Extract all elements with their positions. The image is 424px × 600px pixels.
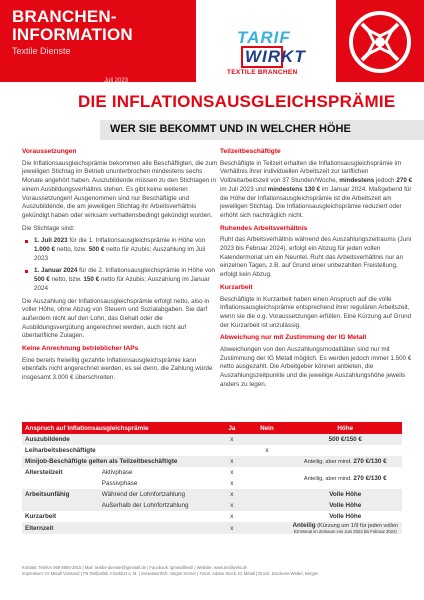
table-header: Höhe [288, 422, 402, 434]
tarif-logo-line1: TARIF [237, 28, 291, 47]
issue-date: Juli 2023 [104, 78, 129, 84]
paragraph: Die Auszahlung der Inflationsausgleichsprämie erfolgt netto, also in voller Höhe, ohne Abzug von Steuern und Sozialabgaben. Sie darf außerdem nicht auf den Lohn, das Gehalt oder die Ausbildungsvergütung angerechnet werden, auch nicht auf übertarifliche Zulagen. [22, 297, 210, 340]
table-row [22, 445, 402, 456]
table-cell: Aktivphase [99, 467, 219, 478]
table-cell [245, 522, 288, 534]
list-item: 1. Juli 2023 für die 1. Inflationsausgleichsprämie in Höhe von 1.000 € netto, bzw. 500 € netto für Azubis; Auszahlung im Juli 2023 [22, 237, 218, 263]
ig-metall-logo-icon [336, 0, 424, 82]
table-cell: Leiharbeitsbeschäftigte [22, 445, 99, 456]
table-cell: x [245, 445, 288, 456]
paragraph: Beschäftigte in Teilzeit erhalten die Inflationsausgleichsprämie im Verhältnis ihrer individuellen Arbeitszeit zur tariflichen Vollzeitarbeitszeit von 37 Stunden/Woche, mindestens jedoch 270 € im Juli 2023 und mindestens 130 € im Januar 2024. Maßgebend für die Höhe der Inflationsausgleichsprämie ist die Arbeitszeit am jeweiligen Stichtag. Die Inflationsausgleichsprämie reduziert oder erhöht sich nachträglich nicht. [220, 159, 413, 219]
table-cell: Volle Höhe [288, 500, 402, 511]
table-cell: Auszubildende [22, 434, 99, 445]
table-cell [99, 522, 219, 534]
paragraph: Abweichungen von den Auszahlungsmodalitäten sind nur mit Zustimmung der IG Metall möglich. Es werden jedoch immer 1.500 € netto ausgezahlt. Die Arbeitgeber können anbieten, die Auszahlungszeitpunkte und die jeweilige Auszahlungshöhe jeweils anders zu legen. [220, 346, 412, 388]
paragraph: Beschäftigte in Kurzarbeit haben einen Anspruch auf die volle Inflationsausgleichsprämie entsprechend ihrer regulären Arbeitszeit, wenn sie die o.g. Voraussetzungen erfüllen. Eine Kürzung auf Grund der Kurzarbeit ist unzulässig. [220, 295, 412, 329]
paragraph: Die Inflationsausgleichsprämie bekommen alle Beschäftigten, die zum jeweiligen Stichtag im Betrieb ununterbrochen mindestens sechs Monate angehört haben. Auszubildende müssen zu den Stichtagen in einem Ausbildungsverhältnis stehen. Es gibt keine weiteren Voraussetzungen! Ausgenommen sind nur Beschäftigte und Auszubildende, die am jeweiligen Stichtag ihr Arbeitsverhältnis gekündigt haben oder wirksam verhaltensbedingt gekündigt wurden. [22, 159, 218, 219]
table-cell: x [218, 511, 245, 522]
section-heading-teilzeit: Teilzeitbeschäftigte [220, 148, 281, 155]
table-cell: Arbeitsunfähig [22, 489, 99, 500]
table-cell: Anteilig, aber mind. 270 €/130 € [288, 467, 402, 489]
table-cell: Altersteilzeit [22, 467, 99, 478]
table-cell [245, 500, 288, 511]
table-cell [99, 434, 219, 445]
section-heading-iaps: Keine Anrechnung betrieblicher IAPs [22, 345, 139, 353]
list-item: 1. Januar 2024 für die 2. Inflationsausgleichsprämie in Höhe von 500 € netto, bzw. 150 € netto für Azubis; Auszahlung im Januar 2024 [22, 267, 218, 293]
table-row [22, 500, 402, 511]
table-cell: Anteilig, aber mind. 270 €/130 € [288, 456, 402, 467]
table-row [22, 467, 402, 478]
page-subtitle: WER SIE BEKOMMT UND IN WELCHER HÖHE [110, 123, 351, 135]
table-row [22, 489, 402, 500]
page-title: DIE INFLATIONSAUSGLEICHSPRÄMIE [78, 92, 396, 111]
table-cell: x [218, 478, 245, 489]
section-heading-abweichung: Abweichung nur mit Zustimmung der IG Metall [220, 334, 367, 342]
table-row [22, 434, 402, 445]
table-cell: Passivphase [99, 478, 219, 489]
table-cell: x [218, 500, 245, 511]
table-cell: x [218, 467, 245, 478]
table-header-row [22, 422, 402, 434]
table-cell [218, 445, 245, 456]
table-cell [245, 434, 288, 445]
footer-contact: Kontakt: Telefon 069 6693-2915 | Mail: textilie-dienste@igmetall.de | Facebook: igmetalltextil | Website: www.textilwirkt.de [22, 565, 247, 570]
table-cell: Außerhalb der Lohnfortzahlung [99, 500, 219, 511]
table-row [22, 511, 402, 522]
tarif-wirkt-logo [227, 28, 327, 84]
table-header: Ja [218, 422, 245, 434]
table-cell [99, 445, 219, 456]
table-cell [245, 456, 288, 467]
paragraph: Ruht das Arbeitsverhältnis während des Auszahlungszeitraums (Juni 2023 bis Februar 2024), erfolgt ein Abzug für jeden vollen Kalendermonat um ein Neuntel. Ruht das Arbeitsverhältnis nur an einzelnen Tagen, z.B. auf Grund einer unbezahlten Freistellung, erfolgt kein Abzug. [220, 236, 412, 279]
footer [22, 565, 402, 577]
ig-metall-logo-graphic [348, 10, 412, 74]
table-cell [22, 478, 99, 489]
table-cell: Minijob-Beschäftigte gelten als Teilzeitbeschäftigte [22, 456, 218, 467]
table-cell: Anteilig (Kürzung um 1/9 für jeden vollen EZ-Monat im Zeitraum von Juni 2023 bis Februar 2024) [288, 522, 402, 534]
table-cell: Elternzeit [22, 522, 99, 534]
brand-box [0, 0, 196, 82]
table-cell [245, 467, 288, 478]
table-cell [245, 478, 288, 489]
table-cell: Kurzarbeit [22, 511, 99, 522]
tarif-logo-line3: TEXTILE BRANCHEN [227, 69, 298, 76]
header [0, 0, 424, 85]
table-cell: Volle Höhe [288, 511, 402, 522]
table-cell [288, 445, 402, 456]
footer-imprint: Impressum: IG Metall Vorstand | FB Tarifpolitik, Frankfurt a. M. | Verantwortlich: Jürgen Kerner | Fotos: Adobe Stock, IG Metall | Druck: Druckerei Weber, Bergen [22, 571, 319, 577]
paragraph: Eine bereits freiwillig gezahlte Inflationsausgleichsprämie kann ebenfalls nicht angerechnet werden, es sei denn, die Zahlung würde insgesamt 3.000 € überschreiten. [22, 356, 213, 382]
section-heading-voraussetzungen: Voraussetzungen [22, 148, 77, 155]
brand-title-line1: BRANCHEN- [12, 7, 117, 26]
table-cell: Volle Höhe [288, 489, 402, 500]
table-cell: Während der Lohnfortzahlung [99, 489, 219, 500]
table-row [22, 522, 402, 534]
table-cell: x [218, 522, 245, 534]
table-cell [22, 500, 99, 511]
right-column [220, 148, 416, 394]
left-column [22, 148, 218, 387]
section-heading-kurzarbeit: Kurzarbeit [220, 283, 253, 291]
section-heading-ruhend: Ruhendes Arbeitsverhältnis [220, 224, 308, 232]
brand-subtitle: Textile Dienste [12, 46, 71, 56]
entitlement-table [22, 422, 402, 534]
table-cell: x [218, 489, 245, 500]
table-cell [245, 511, 288, 522]
table-header: Anspruch auf Inflationsausgleichsprämie [22, 422, 218, 434]
table-cell: x [218, 456, 245, 467]
brand-title-line2: INFORMATION [12, 25, 133, 44]
paragraph: Die Stichtage sind: [22, 224, 75, 232]
table-cell: 500 €/150 € [288, 434, 402, 445]
table-row [22, 456, 402, 467]
table-cell [245, 489, 288, 500]
table-cell: x [218, 434, 245, 445]
table-header: Nein [245, 422, 288, 434]
table-cell [99, 511, 219, 522]
tarif-logo-line2: WIRKT [245, 47, 306, 66]
